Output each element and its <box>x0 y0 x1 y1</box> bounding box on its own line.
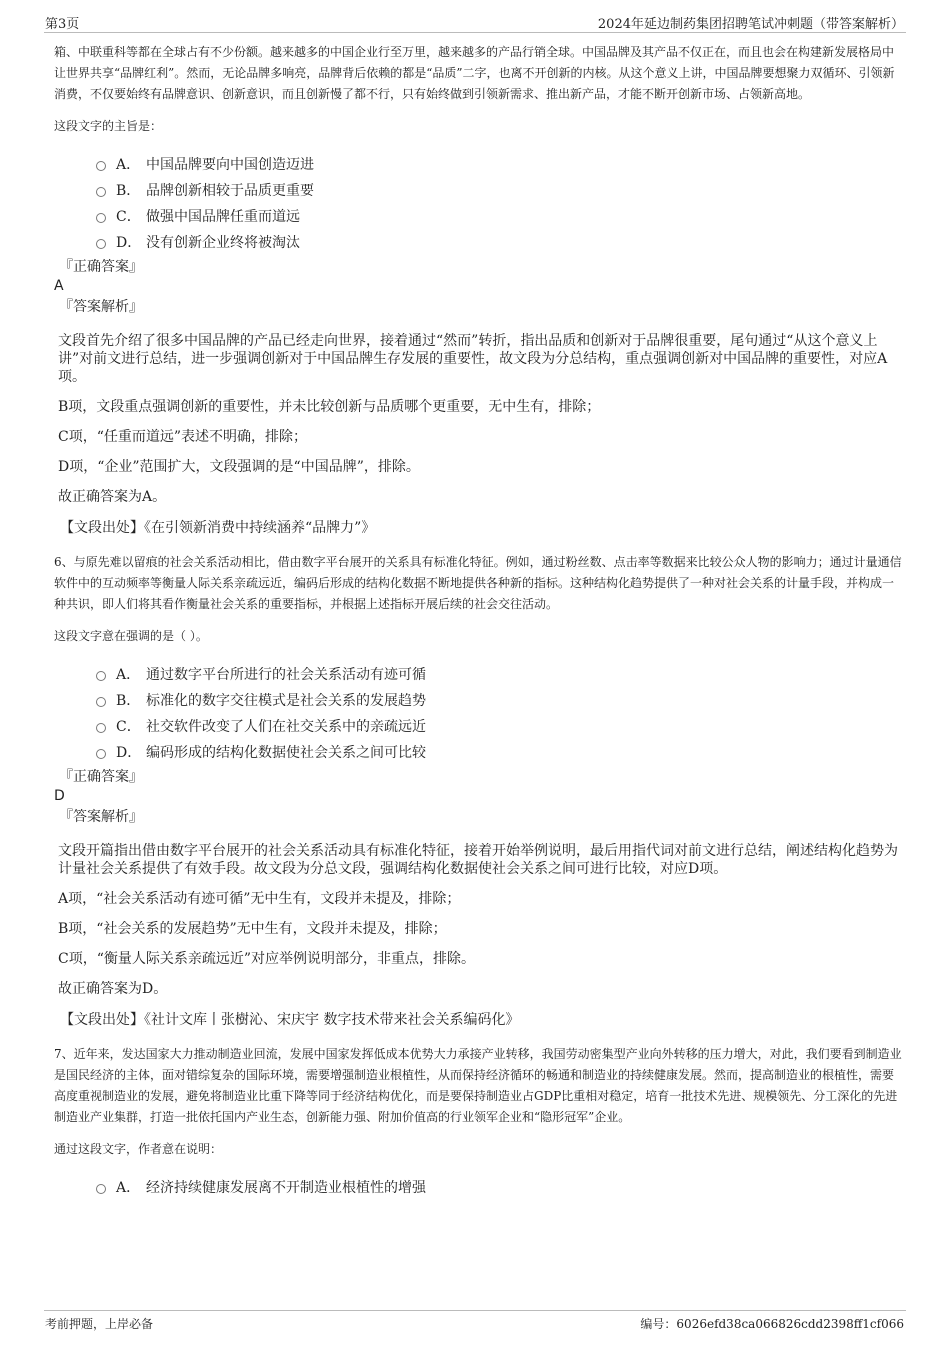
option-text: 做强中国品牌任重而道远 <box>146 209 300 225</box>
q6-answer: D <box>54 788 65 804</box>
q7-stem: 通过这段文字，作者意在说明： <box>54 1142 223 1156</box>
radio-button[interactable] <box>96 671 106 681</box>
q5-answer-label: 『正确答案』 <box>59 259 143 275</box>
q6-option-d[interactable] <box>96 739 902 765</box>
page-header <box>0 0 950 34</box>
document-serial: 编号：6026efd38ca066826cdd2398ff1cf066 <box>640 1317 904 1331</box>
radio-button[interactable] <box>96 161 106 171</box>
q7-passage: 7、近年来，发达国家大力推动制造业回流，发展中国家发挥低成本优势大力承接产业转移，我国劳动密集型产业向外转移的压力增大，对此，我们要看到制造业是国民经济的主体，面对错综复杂的国际环境，需要增强制造业根植性，从而保持经济循环的畅通和制造业的持续健康发展。然而，提高制造业的根植性，需要高度重视制造业的发展，避免将制造业比重下降等同于经济结构优化，而是要保持制造业占GDP比重相对稳定，培育一批技术先进、规模领先、分工深化的先进制造业产业集群，打造一批依托国内产业生态，创新能力强、附加价值高的行业领军企业和“隐形冠军”企业。 <box>54 1047 902 1124</box>
option-text: 经济持续健康发展离不开制造业根植性的增强 <box>146 1180 426 1196</box>
radio-button[interactable] <box>96 1184 106 1194</box>
radio-button[interactable] <box>96 697 106 707</box>
q5-explanation: D项，“企业”范围扩大，文段强调的是“中国品牌”，排除。 <box>58 459 420 475</box>
option-letter: A． <box>116 157 141 173</box>
q6-passage: 6、与原先难以留痕的社会关系活动相比，借由数字平台展开的关系具有标准化特征。例如，通过粉丝数、点击率等数据来比较公众人物的影响力；通过计量通信软件中的互动频率等衡量人际关系亲疏远近，编码后形成的结构化数据不断地提供各种新的指标。这种结构化趋势提供了一种对社会关系的计量手段，并构成一种共识，即人们将其看作衡量社会关系的重要指标，并根据上述指标开展后续的社会交往活动。 <box>54 555 902 611</box>
q5-option-d[interactable] <box>96 229 902 255</box>
q6-source: 【文段出处】《社计文库丨张樹沁、宋庆宇 数字技术带来社会关系编码化》 <box>60 1012 520 1028</box>
document-title: 2024年延边制药集团招聘笔试冲刺题（带答案解析） <box>597 17 904 32</box>
option-text: 编码形成的结构化数据使社会关系之间可比较 <box>146 745 426 761</box>
radio-button[interactable] <box>96 213 106 223</box>
q5-option-a[interactable] <box>96 151 902 177</box>
option-letter: C． <box>116 719 141 735</box>
q5-explanation: 故正确答案为A。 <box>58 489 167 505</box>
option-letter: C． <box>116 209 141 225</box>
q5-option-b[interactable] <box>96 177 902 203</box>
option-text: 通过数字平台所进行的社会关系活动有迹可循 <box>146 667 426 683</box>
radio-button[interactable] <box>96 187 106 197</box>
q6-explanation: A项，“社会关系活动有迹可循”无中生有，文段并未提及，排除； <box>58 891 461 907</box>
q5-answer: A <box>54 278 64 294</box>
q6-explanation: B项，“社会关系的发展趋势”无中生有，文段并未提及，排除； <box>58 921 447 937</box>
header-divider <box>44 32 906 33</box>
q5-stem: 这段文字的主旨是： <box>54 119 163 133</box>
option-letter: D． <box>116 745 142 761</box>
q7-options <box>96 1174 902 1200</box>
q5-source: 【文段出处】《在引领新消费中持续涵养“品牌力”》 <box>60 520 376 536</box>
radio-button[interactable] <box>96 239 106 249</box>
q5-options <box>96 151 902 255</box>
q6-answer-label: 『正确答案』 <box>59 769 143 785</box>
q6-stem: 这段文字意在强调的是（ ）。 <box>54 629 208 643</box>
option-text: 没有创新企业终将被淘汰 <box>146 235 300 251</box>
option-text: 品牌创新相较于品质更重要 <box>146 183 314 199</box>
q5-analysis-label: 『答案解析』 <box>59 299 143 315</box>
q5-explanation: C项，“任重而道远”表述不明确，排除； <box>58 429 308 445</box>
option-letter: D． <box>116 235 142 251</box>
q6-explanation: C项，“衡量人际关系亲疏远近”对应举例说明部分，非重点，排除。 <box>58 951 476 967</box>
q5-passage: 箱、中联重科等都在全球占有不少份额。越来越多的中国企业行至万里，越来越多的产品行销全球。中国品牌及其产品不仅正在，而且也会在构建新发展格局中让世界共享“品牌红利”。然而，无论品牌多响亮，品牌背后依赖的都是“品质”二字，也离不开创新的内核。从这个意义上讲，中国品牌要想聚力双循环、引领新消费，不仅要始终有品牌意识、创新意识，而且创新慢了都不行，只有始终做到引领新需求、推出新产品，才能不断开创新市场、占领新高地。 <box>54 45 895 101</box>
option-letter: B． <box>116 693 141 709</box>
option-text: 社交软件改变了人们在社交关系中的亲疏远近 <box>146 719 426 735</box>
option-letter: A． <box>116 667 141 683</box>
footer-slogan: 考前押题，上岸必备 <box>45 1317 154 1331</box>
q6-explanation: 故正确答案为D。 <box>58 981 168 997</box>
radio-button[interactable] <box>96 723 106 733</box>
q5-option-c[interactable] <box>96 203 902 229</box>
q6-explanation: 文段开篇指出借由数字平台展开的社会关系活动具有标准化特征，接着开始举例说明，最后用指代词对前文进行总结，阐述结构化趋势为计量社会关系提供了有效手段。故文段为分总文段，强调结构化数据使社会关系之间可进行比较，对应D项。 <box>58 843 898 877</box>
q5-explanation: 文段首先介绍了很多中国品牌的产品已经走向世界，接着通过“然而”转折，指出品质和创新对于品牌很重要，尾句通过“从这个意义上讲”对前文进行总结，进一步强调创新对于中国品牌生存发展的重要性，故文段为分总结构，重点强调创新对中国品牌的重要性，对应A项。 <box>58 333 888 385</box>
q6-option-b[interactable] <box>96 687 902 713</box>
q6-option-a[interactable] <box>96 661 902 687</box>
footer-divider <box>44 1310 906 1311</box>
page-number: 第3页 <box>45 17 80 32</box>
option-letter: A． <box>116 1180 141 1196</box>
page-footer <box>0 1310 950 1340</box>
q6-option-c[interactable] <box>96 713 902 739</box>
option-letter: B． <box>116 183 141 199</box>
q7-option-a[interactable] <box>96 1174 902 1200</box>
q6-analysis-label: 『答案解析』 <box>59 809 143 825</box>
option-text: 标准化的数字交往模式是社会关系的发展趋势 <box>146 693 426 709</box>
q5-explanation: B项，文段重点强调创新的重要性，并未比较创新与品质哪个更重要，无中生有，排除； <box>58 399 601 415</box>
q6-options <box>96 661 902 765</box>
option-text: 中国品牌要向中国创造迈进 <box>146 157 314 173</box>
page-content <box>54 42 902 1200</box>
radio-button[interactable] <box>96 749 106 759</box>
